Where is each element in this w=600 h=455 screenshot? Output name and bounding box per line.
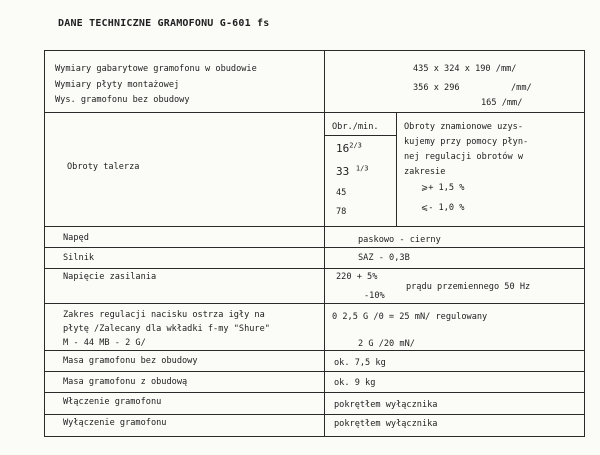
rpm-value-33-fraction: 1/3 [355, 164, 369, 173]
rule-left [44, 50, 45, 437]
height-label: Wys. gramofonu bez obudowy [55, 95, 190, 105]
mass-with-case-value: ok. 9 kg [334, 378, 376, 388]
voltage-value: 220 + 5% [336, 272, 378, 282]
tracking-force-label-2: płytę /Zalecany dla wkładki f-my "Shure" [63, 324, 270, 334]
rule-right [584, 50, 585, 437]
speed-note-1: Obroty znamionowe uzys- [404, 122, 523, 132]
voltage-label: Napięcie zasilania [63, 272, 157, 282]
rule-4 [44, 268, 585, 269]
rpm-value-45: 45 [336, 188, 347, 198]
tracking-force-range: 0 2,5 G /0 = 25 mN/ regulowany [332, 312, 488, 322]
mounting-plate-unit: /mm/ [511, 83, 532, 93]
rpm-value-33 [336, 164, 369, 178]
rpm-header: Obr./min. [332, 122, 379, 132]
rule-mid [324, 50, 325, 437]
power-off-value: pokrętłem wyłącznika [334, 419, 438, 429]
mounting-plate-value: 356 x 296 [413, 83, 460, 93]
speed-note-3: nej regulacji obrotów w [404, 152, 523, 162]
rule-5 [44, 303, 585, 304]
rpm-value-16 [336, 141, 362, 155]
rule-8 [44, 392, 585, 393]
rpm-value-16-main: 16 [336, 142, 350, 155]
motor-value: SAZ - 0,3B [358, 253, 410, 263]
power-on-value: pokrętłem wyłącznika [334, 400, 438, 410]
height-value: 165 /mm/ [481, 98, 523, 108]
rule-7 [44, 371, 585, 372]
drive-value: paskowo - cierny [358, 235, 441, 245]
document-title: DANE TECHNICZNE GRAMOFONU G-601 fs [58, 18, 270, 29]
dimensions-value: 435 x 324 x 190 /mm/ [413, 64, 517, 74]
dimensions-label: Wymiary gabarytowe gramofonu w obudowie [55, 64, 257, 74]
rule-9 [44, 414, 585, 415]
rule-rpm-header [324, 135, 396, 136]
voltage-tolerance-minus: -10% [364, 291, 385, 301]
tracking-force-label-3: M - 44 MB - 2 G/ [63, 338, 146, 348]
rpm-value-33-main: 33 [336, 165, 350, 178]
rule-rpm [396, 112, 397, 226]
power-on-label: Włączenie gramofonu [63, 397, 162, 407]
rule-bottom [44, 436, 585, 437]
speed-note-2: kujemy przy pomocy płyn- [404, 137, 529, 147]
spec-table [44, 50, 585, 437]
rule-2 [44, 226, 585, 227]
speed-tolerance-plus: ⩾+ 1,5 % [421, 183, 465, 193]
speed-tolerance-minus: ⩽- 1,0 % [421, 203, 465, 213]
rule-6 [44, 350, 585, 351]
rpm-value-16-fraction: 2/3 [349, 141, 362, 150]
tracking-force-recommended: 2 G /20 mN/ [358, 339, 415, 349]
rule-1 [44, 112, 585, 113]
rule-3 [44, 247, 585, 248]
mass-no-case-label: Masa gramofonu bez obudowy [63, 356, 198, 366]
power-off-label: Wyłączenie gramofonu [63, 418, 167, 428]
mounting-plate-label: Wymiary płyty montażowej [55, 80, 180, 90]
tracking-force-label-1: Zakres regulacji nacisku ostrza igły na [63, 310, 265, 320]
rpm-value-78: 78 [336, 207, 347, 217]
rule-top [44, 50, 585, 51]
motor-label: Silnik [63, 253, 95, 263]
speed-note-4: zakresie [404, 167, 446, 177]
mass-with-case-label: Masa gramofonu z obudową [63, 377, 188, 387]
voltage-ac-note: prądu przemiennego 50 Hz [406, 282, 531, 292]
drive-label: Napęd [63, 233, 89, 243]
mass-no-case-value: ok. 7,5 kg [334, 358, 386, 368]
rpm-label: Obroty talerza [67, 162, 140, 172]
